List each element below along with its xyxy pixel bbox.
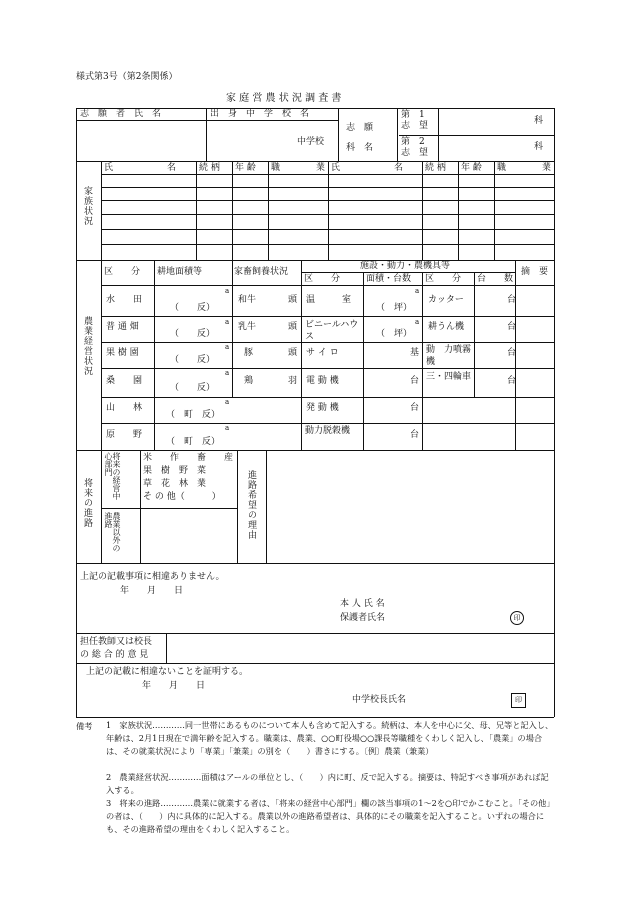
facility-unit-6: 台 xyxy=(410,430,420,440)
machine-unit-3: 台 xyxy=(507,348,517,358)
family-col-name-2: 氏 名 xyxy=(331,163,404,173)
certify-date: 年 月 日 xyxy=(142,681,206,691)
land-paddy: 水 田 xyxy=(106,295,143,305)
land-mulberry: 桑 園 xyxy=(106,376,143,386)
declaration-date: 年 月 日 xyxy=(120,586,184,596)
form-id: 様式第3号（第2条関係） xyxy=(76,72,178,82)
farm-col-kubun: 区 分 xyxy=(104,267,141,277)
desired-course-label: 志 願 科 名 xyxy=(346,123,374,153)
unit-a-8: a xyxy=(415,318,420,326)
land-forest: 山 林 xyxy=(106,403,143,413)
family-col-job: 職 業 xyxy=(271,163,326,173)
machine-unit-4: 台 xyxy=(507,376,517,386)
declaration-person: 本 人 氏 名 xyxy=(340,599,385,609)
facility-unit-3: 基 xyxy=(410,348,420,358)
principal-label: 中学校長氏名 xyxy=(352,695,407,705)
family-col-relation-2: 続 柄 xyxy=(425,163,446,173)
future-center-label: 将来の経営中心部門 xyxy=(104,452,121,500)
livestock-unit-1: 頭 xyxy=(288,295,298,305)
farm-section-label: 農業経営状況 xyxy=(82,316,92,376)
unit-a-3: a xyxy=(225,343,230,351)
livestock-dairy: 乳牛 xyxy=(238,322,257,332)
page-title: 家 庭 営 農 状 況 調 査 書 xyxy=(226,93,342,104)
livestock-unit-2: 頭 xyxy=(288,322,298,332)
land-unit-5: （ 町 反） xyxy=(166,410,221,420)
school-suffix: 中学校 xyxy=(297,137,325,147)
family-col-age: 年 齢 xyxy=(235,163,256,173)
declaration-text: 上記の記載事項に相違ありません。 xyxy=(80,572,225,582)
land-unit-6: （ 町 反） xyxy=(166,437,221,447)
unit-a-5: a xyxy=(225,398,230,406)
farm-col-area2: 面積・台数 xyxy=(366,274,412,284)
future-non-farm-label: 農業以外の進路 xyxy=(104,512,121,552)
unit-a-4: a xyxy=(225,369,230,377)
facility-unit-1: （ 坪） xyxy=(376,303,413,313)
choice2-label: 第 2 志 望 xyxy=(401,137,429,158)
unit-a-7: a xyxy=(415,287,420,295)
certify-text: 上記の記載に相違ないことを証明する。 xyxy=(86,667,249,677)
land-wild: 原 野 xyxy=(106,430,143,440)
livestock-pig: 豚 xyxy=(244,348,254,358)
facility-thresher: 動力脱穀機 xyxy=(305,426,351,436)
notes-label: 備考 xyxy=(76,721,93,731)
future-option-3: 草 花 林 業 xyxy=(143,479,207,489)
land-field: 普 通 畑 xyxy=(106,322,139,332)
machine-vehicle: 三・四輪車 xyxy=(426,372,472,382)
machine-unit-2: 台 xyxy=(507,322,517,332)
school-name-label: 出 身 中 学 校 名 xyxy=(210,109,310,119)
unit-a-2: a xyxy=(225,318,230,326)
land-unit-4: （ 反） xyxy=(170,383,216,393)
facility-unit-5: 台 xyxy=(410,403,420,413)
course-ka-2: 科 xyxy=(534,142,544,152)
machine-cutter: カッター xyxy=(428,295,464,305)
note-3: 3 将来の進路…………農業に就業する者は、「将来の経営中心部門」欄の該当事項の1〜2を○印でかこむこと。「その他」の者は、（ ）内に具体的に記入する。農業以外の進路希望者は、具体的にその職業を記入すること。いずれの場合にも、その進路希望の理由をくわしく記入すること。 xyxy=(106,798,555,834)
course-ka-1: 科 xyxy=(534,116,544,126)
land-orchard: 果 樹 園 xyxy=(106,348,139,358)
farm-col-facilities: 施設・動力・農機具等 xyxy=(360,261,451,271)
farm-col-note: 摘 要 xyxy=(521,267,549,277)
land-unit-3: （ 反） xyxy=(170,355,216,365)
farm-col-kubun3: 区 分 xyxy=(425,274,462,284)
facility-unit-4: 台 xyxy=(410,376,420,386)
future-reason-label: 進路希望の理由 xyxy=(246,470,256,540)
farm-col-area: 耕地面積等 xyxy=(157,267,203,277)
principal-seal-icon: 印 xyxy=(511,693,526,708)
livestock-chicken: 鶏 xyxy=(244,376,254,386)
future-option-4: そ の 他（ ） xyxy=(143,492,221,502)
facility-engine: 発 動 機 xyxy=(306,403,339,413)
farm-col-livestock: 家畜飼養状況 xyxy=(234,267,289,277)
note-2: 2 農業経営状況…………面積はアールの単位とし、（ ）内に町、反で記入する。摘要は、特記すべき事項があれば記入する。 xyxy=(106,772,549,795)
future-option-2: 果 樹 野 菜 xyxy=(143,466,207,476)
unit-a-6: a xyxy=(225,424,230,432)
family-col-age-2: 年 齢 xyxy=(461,163,482,173)
future-section-label: 将来の進路 xyxy=(82,478,92,528)
machine-unit-1: 台 xyxy=(507,295,517,305)
facility-unit-2: （ 坪） xyxy=(376,329,413,339)
livestock-unit-3: 頭 xyxy=(288,348,298,358)
facility-vinyl-house: ビニールハウス xyxy=(305,320,359,342)
teacher-opinion-label: 担任教師又は校長 の 総 合 的 意 見 xyxy=(80,637,153,660)
livestock-unit-4: 羽 xyxy=(288,376,298,386)
facility-silo: サ イ ロ xyxy=(306,348,339,358)
land-unit-2: （ 反） xyxy=(170,329,216,339)
farm-col-count: 台 数 xyxy=(477,274,514,284)
unit-a-1: a xyxy=(225,287,230,295)
family-section-label: 家族状況 xyxy=(82,186,92,226)
family-col-relation: 続 柄 xyxy=(199,163,220,173)
declaration-guardian: 保護者氏名 xyxy=(340,613,386,623)
note-1: 1 家族状況…………同一世帯にあるものについて本人も含めて記入する。続柄は、本人を中心に父、母、兄等と記入し、年齢は、2月1日現在で満年齢を記入する。職業は、農業、○○町役場○○課長等職種をくわしく記入し、「農業」の場合は、その就業状況により「専業」「兼業」の別を（ ）書きにする。〔例〕農業（兼業） xyxy=(106,720,554,756)
livestock-wagyu: 和牛 xyxy=(238,295,257,305)
facility-greenhouse: 温 室 xyxy=(306,295,352,305)
family-col-name: 氏 名 xyxy=(104,163,177,173)
guardian-seal-icon: 印 xyxy=(510,611,524,625)
facility-motor: 電 動 機 xyxy=(306,376,339,386)
future-option-1: 米 作 畜 産 xyxy=(143,453,234,463)
farm-col-kubun2: 区 分 xyxy=(304,274,341,284)
land-unit-1: （ 反） xyxy=(170,303,216,313)
choice1-label: 第 1 志 望 xyxy=(401,110,429,131)
machine-sprayer: 動 力噴霧 機 xyxy=(426,345,481,367)
family-col-job-2: 職 業 xyxy=(497,163,552,173)
applicant-name-label: 志 願 者 氏 名 xyxy=(80,109,162,119)
machine-tiller: 耕うん機 xyxy=(428,322,465,332)
